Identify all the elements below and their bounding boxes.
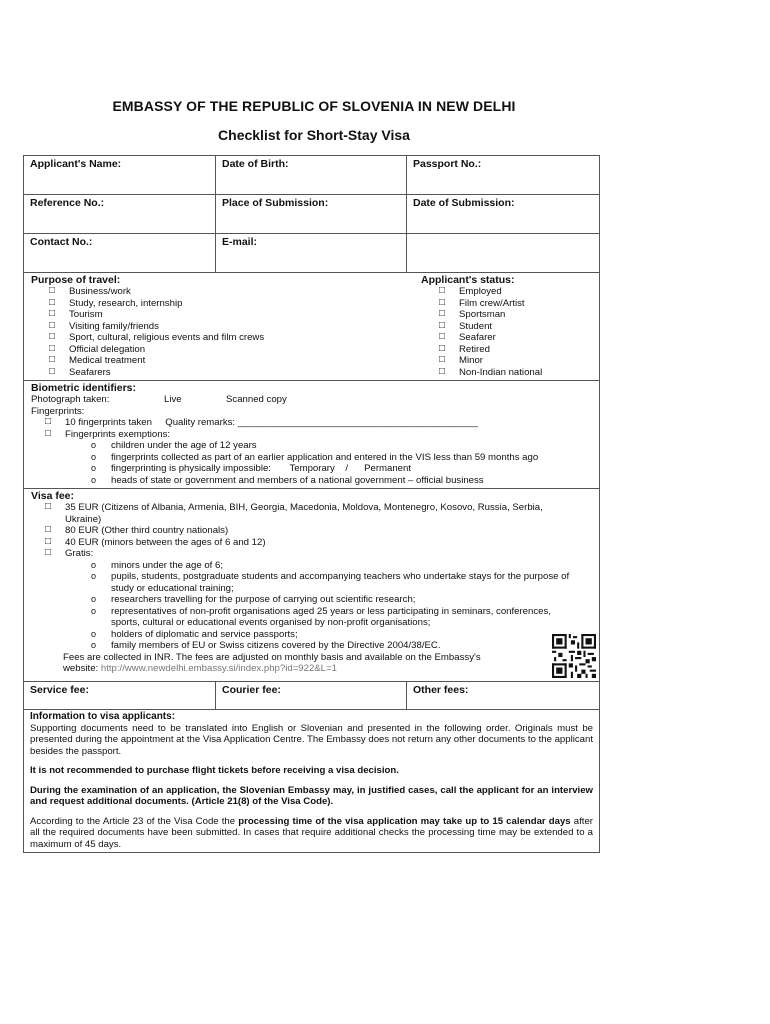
visa-fee-title: Visa fee: bbox=[31, 490, 74, 502]
fee-40-eur-checkbox[interactable]: □ 40 EUR (minors between the ages of 6 and 12) bbox=[45, 537, 580, 549]
embassy-title: EMBASSY OF THE REPUBLIC OF SLOVENIA IN NEW DELHI bbox=[112, 98, 516, 114]
reference-row bbox=[24, 195, 599, 234]
status-film-crew-checkbox[interactable]: □ Film crew/Artist bbox=[439, 298, 592, 310]
photo-scanned-option[interactable]: Scanned copy bbox=[226, 394, 287, 405]
purpose-list bbox=[31, 286, 421, 378]
visa-fee-section bbox=[24, 489, 599, 682]
gratis-list bbox=[31, 560, 592, 652]
purpose-title: Purpose of travel: bbox=[31, 274, 121, 286]
exemption-children[interactable]: o children under the age of 12 years bbox=[91, 440, 592, 452]
service-fee-field[interactable]: Service fee: bbox=[24, 682, 216, 709]
empty-field bbox=[407, 234, 599, 272]
status-minor-checkbox[interactable]: □ Minor bbox=[439, 355, 592, 367]
fingerprint-exemptions-checkbox[interactable]: □ Fingerprints exemptions: bbox=[45, 429, 592, 441]
photo-live-option[interactable]: Live bbox=[164, 394, 182, 405]
exemption-heads-of-state[interactable]: o heads of state or government and members of a national government – official business bbox=[91, 475, 592, 487]
info-supporting-documents: Supporting documents need to be translated into English or Slovenian and presented in the following order. Originals must be presented during the appointment at the Visa Application Centre. The Embassy does not return any other documents to the applicant besides the passport. bbox=[30, 722, 593, 757]
website-line bbox=[63, 663, 523, 675]
purpose-business-checkbox[interactable]: □ Business/work bbox=[49, 286, 421, 298]
biometric-title: Biometric identifiers: bbox=[31, 382, 137, 394]
fee-gratis-checkbox[interactable]: □ Gratis: bbox=[45, 548, 580, 560]
place-of-submission-field[interactable]: Place of Submission: bbox=[216, 195, 407, 233]
status-student-checkbox[interactable]: □ Student bbox=[439, 321, 592, 333]
status-title: Applicant's status: bbox=[421, 274, 515, 286]
gratis-nonprofit[interactable]: o representatives of non-profit organisations aged 25 years or less participating in seminars, conferences, sports, cultural or educational events organised by non-profit organisations; bbox=[91, 606, 578, 629]
qr-code-icon bbox=[552, 634, 596, 678]
exemption-list bbox=[31, 440, 592, 486]
gratis-researchers[interactable]: o researchers travelling for the purpose of carrying out scientific research; bbox=[91, 594, 578, 606]
purpose-seafarers-checkbox[interactable]: □ Seafarers bbox=[49, 367, 421, 379]
processing-text-a: According to the Article 23 of the Visa Code the bbox=[30, 815, 239, 827]
biometric-section bbox=[24, 381, 599, 489]
gratis-minors[interactable]: o minors under the age of 6; bbox=[91, 560, 578, 572]
fees-note bbox=[31, 652, 523, 675]
purpose-delegation-checkbox[interactable]: □ Official delegation bbox=[49, 344, 421, 356]
photo-label: Photograph taken: bbox=[31, 394, 110, 405]
fee-35-eur-checkbox[interactable]: □ 35 EUR (Citizens of Albania, Armenia, BIH, Georgia, Macedonia, Moldova, Montenegro, Kosovo, Russia, Serbia, Ukraine) bbox=[45, 502, 580, 525]
contact-row bbox=[24, 234, 599, 273]
info-processing-time bbox=[30, 816, 593, 851]
purpose-visiting-checkbox[interactable]: □ Visiting family/friends bbox=[49, 321, 421, 333]
purpose-tourism-checkbox[interactable]: □ Tourism bbox=[49, 309, 421, 321]
applicant-row bbox=[24, 156, 599, 195]
status-retired-checkbox[interactable]: □ Retired bbox=[439, 344, 592, 356]
contact-number-field[interactable]: Contact No.: bbox=[24, 234, 216, 272]
email-field[interactable]: E-mail: bbox=[216, 234, 407, 272]
status-seafarer-checkbox[interactable]: □ Seafarer bbox=[439, 332, 592, 344]
reference-number-field[interactable]: Reference No.: bbox=[24, 195, 216, 233]
date-of-birth-field[interactable]: Date of Birth: bbox=[216, 156, 407, 194]
gratis-eu-family[interactable]: o family members of EU or Swiss citizens covered by the Directive 2004/38/EC. bbox=[91, 640, 578, 652]
passport-number-field[interactable]: Passport No.: bbox=[413, 158, 482, 170]
gratis-diplomatic[interactable]: o holders of diplomatic and service passports; bbox=[91, 629, 578, 641]
fee-80-eur-checkbox[interactable]: □ 80 EUR (Other third country nationals) bbox=[45, 525, 580, 537]
fees-note-text: Fees are collected in INR. The fees are adjusted on monthly basis and available on the Embassy's bbox=[63, 651, 481, 663]
purpose-medical-checkbox[interactable]: □ Medical treatment bbox=[49, 355, 421, 367]
purpose-study-checkbox[interactable]: □ Study, research, internship bbox=[49, 298, 421, 310]
embassy-website-link[interactable]: http://www.newdelhi.embassy.si/index.php?id=922&L=1 bbox=[100, 663, 337, 674]
courier-fee-field[interactable]: Courier fee: bbox=[216, 682, 407, 709]
date-of-submission-field[interactable]: Date of Submission: bbox=[413, 197, 515, 209]
exemption-earlier-application[interactable]: o fingerprints collected as part of an earlier application and entered in the VIS less than 59 months ago bbox=[91, 452, 592, 464]
information-section bbox=[24, 710, 599, 853]
status-list bbox=[421, 286, 592, 378]
purpose-status-section bbox=[24, 273, 599, 381]
fees-row bbox=[24, 682, 599, 710]
purpose-events-checkbox[interactable]: □ Sport, cultural, religious events and film crews bbox=[49, 332, 421, 344]
info-interview: During the examination of an application, the Slovenian Embassy may, in justified cases, call the applicant for an interview and request additional documents. (Article 21(8) of the Visa Code). bbox=[30, 784, 593, 807]
applicant-name-field[interactable]: Applicant's Name: bbox=[24, 156, 216, 194]
fingerprints-taken-checkbox[interactable]: □ 10 fingerprints taken Quality remarks: _____________________________________________ bbox=[45, 417, 592, 429]
information-title: Information to visa applicants: bbox=[30, 710, 176, 722]
info-flight-tickets: It is not recommended to purchase flight tickets before receiving a visa decision. bbox=[30, 765, 399, 776]
status-employed-checkbox[interactable]: □ Employed bbox=[439, 286, 592, 298]
photo-line bbox=[31, 394, 592, 406]
website-label: website: bbox=[63, 663, 99, 674]
visa-fee-list bbox=[31, 502, 592, 560]
gratis-students[interactable]: o pupils, students, postgraduate students and accompanying teachers who undertake stays for the purpose of study or educational training; bbox=[91, 571, 578, 594]
status-sportsman-checkbox[interactable]: □ Sportsman bbox=[439, 309, 592, 321]
fingerprint-list bbox=[31, 417, 592, 440]
processing-text-b: processing time of the visa application may take up to 15 calendar days bbox=[238, 815, 571, 827]
exemption-impossible[interactable]: o fingerprinting is physically impossible: Temporary / Permanent bbox=[91, 463, 592, 475]
processing-text-c: after all the required documents have been submitted. In cases that require additional checks the processing time may be extended to a maximum of 45 days. bbox=[30, 815, 593, 850]
status-non-indian-checkbox[interactable]: □ Non-Indian national bbox=[439, 367, 592, 379]
other-fees-field[interactable]: Other fees: bbox=[413, 683, 469, 696]
checklist-form bbox=[23, 155, 600, 853]
fingerprints-label: Fingerprints: bbox=[31, 405, 85, 417]
checklist-title: Checklist for Short-Stay Visa bbox=[218, 127, 410, 143]
